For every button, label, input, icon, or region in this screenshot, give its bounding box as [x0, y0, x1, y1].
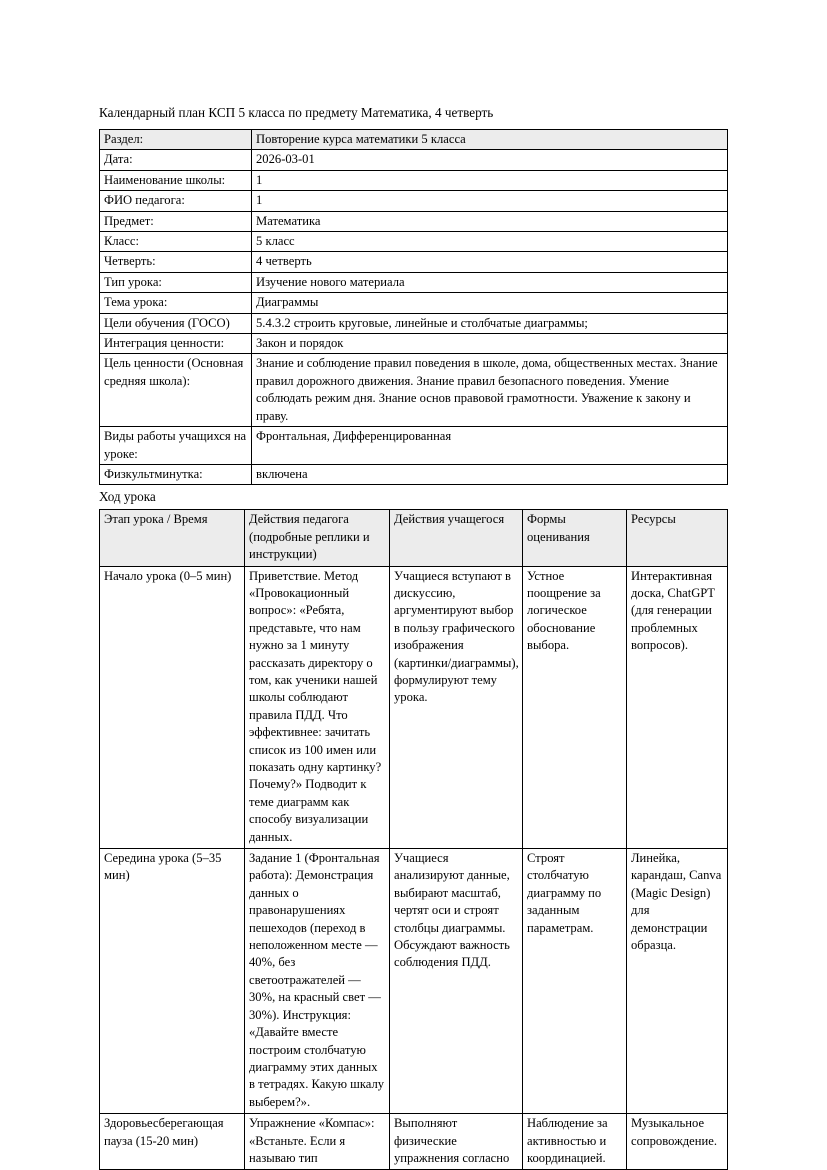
flow-assessment-forms: Наблюдение за активностью и координацией.: [523, 1114, 627, 1170]
table-row: [100, 427, 728, 465]
info-row-label: Тема урока:: [100, 293, 252, 313]
info-row-label: Дата:: [100, 150, 252, 170]
info-row-value: включена: [252, 464, 728, 484]
info-row-value: Знание и соблюдение правил поведения в школе, дома, общественных местах. Знание правил дорожного движения. Знание правил безопасного поведения. Умение соблюдать режим дня. Знание основ правовой грамотности. Уважение к закону и праву.: [252, 354, 728, 427]
table-row: [100, 566, 728, 849]
lesson-flow-header: [100, 510, 728, 566]
lesson-flow-heading: Ход урока: [99, 489, 156, 505]
info-row-label: Цели обучения (ГОСО): [100, 313, 252, 333]
info-row-label: Виды работы учащихся на уроке:: [100, 427, 252, 465]
flow-stage: Середина урока (5–35 мин): [100, 849, 245, 1114]
info-row-value: 1: [252, 170, 728, 190]
info-row-value: Математика: [252, 211, 728, 231]
table-row: [100, 354, 728, 427]
flow-student-actions: Учащиеся анализируют данные, выбирают масштаб, чертят оси и строят столбцы диаграммы. Обсуждают важность соблюдения ПДД.: [390, 849, 523, 1114]
info-row-label: Класс:: [100, 232, 252, 252]
table-row: [100, 272, 728, 292]
info-row-value: Диаграммы: [252, 293, 728, 313]
flow-resources: Интерактивная доска, ChatGPT (для генерации проблемных вопросов).: [627, 566, 728, 849]
info-row-value: 1: [252, 191, 728, 211]
table-row: [100, 130, 728, 150]
table-row: [100, 293, 728, 313]
info-row-label: Интеграция ценности:: [100, 334, 252, 354]
flow-teacher-actions: Упражнение «Компас»: «Встаньте. Если я называю тип: [245, 1114, 390, 1170]
info-row-label: Предмет:: [100, 211, 252, 231]
table-row: [100, 252, 728, 272]
info-row-value: 5 класс: [252, 232, 728, 252]
column-header: Действия учащегося: [390, 510, 523, 566]
info-row-value: Фронтальная, Дифференцированная: [252, 427, 728, 465]
lesson-info-body: [100, 130, 728, 485]
info-row-label: Наименование школы:: [100, 170, 252, 190]
flow-student-actions: Учащиеся вступают в дискуссию, аргументируют выбор в пользу графического изображения (картинки/диаграммы), формулируют тему урока.: [390, 566, 523, 849]
column-header: Действия педагога (подробные реплики и инструкции): [245, 510, 390, 566]
table-row: [100, 849, 728, 1114]
info-row-label: Четверть:: [100, 252, 252, 272]
info-row-label: ФИО педагога:: [100, 191, 252, 211]
flow-stage: Начало урока (0–5 мин): [100, 566, 245, 849]
table-row: [100, 232, 728, 252]
flow-teacher-actions: Задание 1 (Фронтальная работа): Демонстрация данных о правонарушениях пешеходов (переход в неположенном месте — 40%, без светоотражателей — 30%, на красный свет — 30%). Инструкция: «Давайте вместе построим столбчатую диаграмму этих данных в тетрадях. Какую шкалу выберем?».: [245, 849, 390, 1114]
flow-resources: Музыкальное сопровождение.: [627, 1114, 728, 1170]
info-row-label: Физкультминутка:: [100, 464, 252, 484]
info-row-value: 2026-03-01: [252, 150, 728, 170]
info-row-value: Закон и порядок: [252, 334, 728, 354]
column-header: Ресурсы: [627, 510, 728, 566]
table-header-row: [100, 510, 728, 566]
info-row-value: Изучение нового материала: [252, 272, 728, 292]
table-row: [100, 334, 728, 354]
lesson-info-table: [99, 129, 728, 485]
column-header: Этап урока / Время: [100, 510, 245, 566]
table-row: [100, 1114, 728, 1170]
flow-assessment-forms: Устное поощрение за логическое обоснование выбора.: [523, 566, 627, 849]
info-row-value: Повторение курса математики 5 класса: [252, 130, 728, 150]
page-title: Календарный план КСП 5 класса по предмету Математика, 4 четверть: [99, 105, 494, 120]
info-row-value: 4 четверть: [252, 252, 728, 272]
info-row-label: Цель ценности (Основная средняя школа):: [100, 354, 252, 427]
flow-stage: Здоровьесберегающая пауза (15-20 мин): [100, 1114, 245, 1170]
table-row: [100, 313, 728, 333]
lesson-flow-table: [99, 509, 728, 1170]
info-row-label: Раздел:: [100, 130, 252, 150]
table-row: [100, 464, 728, 484]
info-row-label: Тип урока:: [100, 272, 252, 292]
lesson-flow-body: [100, 566, 728, 1170]
table-row: [100, 191, 728, 211]
info-row-value: 5.4.3.2 строить круговые, линейные и столбчатые диаграммы;: [252, 313, 728, 333]
table-row: [100, 170, 728, 190]
column-header: Формы оценивания: [523, 510, 627, 566]
table-row: [100, 211, 728, 231]
flow-resources: Линейка, карандаш, Canva (Magic Design) для демонстрации образца.: [627, 849, 728, 1114]
flow-student-actions: Выполняют физические упражнения согласно: [390, 1114, 523, 1170]
flow-assessment-forms: Строят столбчатую диаграмму по заданным параметрам.: [523, 849, 627, 1114]
flow-teacher-actions: Приветствие. Метод «Провокационный вопрос»: «Ребята, представьте, что нам нужно за 1 минуту рассказать директору о том, как ученики нашей школы соблюдают правила ПДД. Что эффективнее: зачитать список из 100 имен или показать одну картинку? Почему?» Подводит к теме диаграмм как способу визуализации данных.: [245, 566, 390, 849]
table-row: [100, 150, 728, 170]
